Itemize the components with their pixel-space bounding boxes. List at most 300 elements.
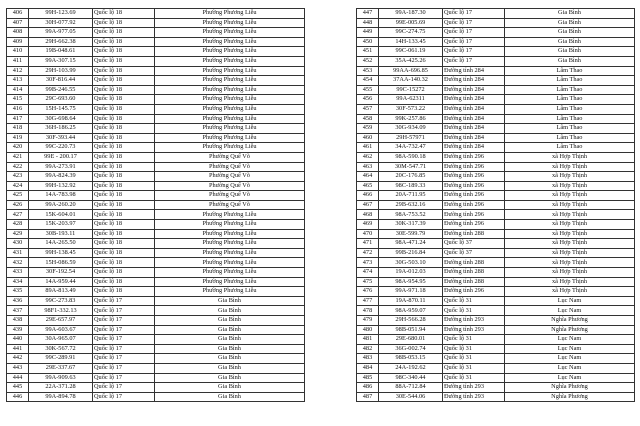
row-number-cell: 430 xyxy=(7,239,29,249)
road-name-cell: Quốc lộ 17 xyxy=(93,383,155,393)
road-name-cell: Đường tỉnh 284 xyxy=(443,133,505,143)
table-row xyxy=(7,143,305,153)
row-number-cell: 407 xyxy=(7,18,29,28)
table-row xyxy=(7,172,305,182)
row-number-cell: 444 xyxy=(7,373,29,383)
row-number-cell: 481 xyxy=(357,335,379,345)
violations-table-left xyxy=(6,8,305,402)
license-plate-cell: 29H-57971 xyxy=(379,133,443,143)
row-number-cell: 482 xyxy=(357,344,379,354)
table-row xyxy=(357,258,635,268)
location-name-cell: xã Hợp Thịnh xyxy=(505,181,635,191)
license-plate-cell: 99A-971.18 xyxy=(379,287,443,297)
location-name-cell: Phường Phương Liễu xyxy=(155,85,305,95)
table-row xyxy=(357,344,635,354)
table-row xyxy=(7,124,305,134)
location-name-cell: Gia Bình xyxy=(505,56,635,66)
location-name-cell: Phường Phương Liễu xyxy=(155,268,305,278)
license-plate-cell: 29C-693.60 xyxy=(29,95,93,105)
row-number-cell: 437 xyxy=(7,306,29,316)
row-number-cell: 449 xyxy=(357,28,379,38)
table-row xyxy=(357,383,635,393)
license-plate-cell: 30A-965.07 xyxy=(29,335,93,345)
location-name-cell: Gia Bình xyxy=(505,9,635,19)
location-name-cell: Lâm Thao xyxy=(505,85,635,95)
location-name-cell: xã Hợp Thịnh xyxy=(505,210,635,220)
table-row xyxy=(7,248,305,258)
table-row xyxy=(7,85,305,95)
location-name-cell: Phường Phương Liễu xyxy=(155,239,305,249)
row-number-cell: 471 xyxy=(357,239,379,249)
row-number-cell: 446 xyxy=(7,392,29,402)
row-number-cell: 422 xyxy=(7,162,29,172)
table-row xyxy=(357,37,635,47)
row-number-cell: 464 xyxy=(357,172,379,182)
road-name-cell: Quốc lộ 17 xyxy=(443,18,505,28)
location-name-cell: Lâm Thao xyxy=(505,133,635,143)
road-name-cell: Quốc lộ 31 xyxy=(443,354,505,364)
location-name-cell: Lâm Thao xyxy=(505,114,635,124)
road-name-cell: Đường tỉnh 296 xyxy=(443,162,505,172)
row-number-cell: 439 xyxy=(7,325,29,335)
location-name-cell: Lục Nam xyxy=(505,335,635,345)
license-plate-cell: 14A-783.98 xyxy=(29,191,93,201)
road-name-cell: Đường tỉnh 284 xyxy=(443,104,505,114)
table-row xyxy=(7,28,305,38)
row-number-cell: 445 xyxy=(7,383,29,393)
location-name-cell: Phường Phương Liễu xyxy=(155,56,305,66)
road-name-cell: Quốc lộ 17 xyxy=(93,325,155,335)
road-name-cell: Đường tỉnh 288 xyxy=(443,229,505,239)
road-name-cell: Quốc lộ 18 xyxy=(93,104,155,114)
license-plate-cell: 14A-959.44 xyxy=(29,277,93,287)
road-name-cell: Đường tỉnh 293 xyxy=(443,316,505,326)
license-plate-cell: 99C-220.73 xyxy=(29,143,93,153)
table-row xyxy=(357,47,635,57)
license-plate-cell: 99C-061.19 xyxy=(379,47,443,57)
location-name-cell: Nghĩa Phương xyxy=(505,383,635,393)
location-name-cell: Phường Phương Liễu xyxy=(155,220,305,230)
license-plate-cell: 30F-393.44 xyxy=(29,133,93,143)
location-name-cell: Phường Phương Liễu xyxy=(155,114,305,124)
row-number-cell: 440 xyxy=(7,335,29,345)
road-name-cell: Quốc lộ 18 xyxy=(93,200,155,210)
road-name-cell: Quốc lộ 18 xyxy=(93,28,155,38)
location-name-cell: Lâm Thao xyxy=(505,143,635,153)
location-name-cell: Gia Bình xyxy=(155,363,305,373)
row-number-cell: 454 xyxy=(357,76,379,86)
row-number-cell: 461 xyxy=(357,143,379,153)
license-plate-cell: 99C-274.75 xyxy=(379,28,443,38)
road-name-cell: Quốc lộ 37 xyxy=(443,239,505,249)
location-name-cell: Phường Quế Võ xyxy=(155,152,305,162)
license-plate-cell: 20C-176.85 xyxy=(379,172,443,182)
location-name-cell: Lâm Thao xyxy=(505,66,635,76)
license-plate-cell: 30G-934.09 xyxy=(379,124,443,134)
license-plate-cell: 30E-599.79 xyxy=(379,229,443,239)
license-plate-cell: 14A-265.50 xyxy=(29,239,93,249)
location-name-cell: Phường Phương Liễu xyxy=(155,277,305,287)
location-name-cell: Gia Bình xyxy=(505,18,635,28)
table-row xyxy=(7,325,305,335)
violations-table-right xyxy=(356,8,635,402)
table-row xyxy=(357,143,635,153)
location-name-cell: xã Hợp Thịnh xyxy=(505,277,635,287)
table-row xyxy=(357,229,635,239)
table-row xyxy=(357,191,635,201)
row-number-cell: 455 xyxy=(357,85,379,95)
row-number-cell: 472 xyxy=(357,248,379,258)
table-row xyxy=(7,392,305,402)
location-name-cell: Gia Bình xyxy=(505,28,635,38)
row-number-cell: 448 xyxy=(357,18,379,28)
table-row xyxy=(7,239,305,249)
license-plate-cell: 99E - 200.17 xyxy=(29,152,93,162)
location-name-cell: Phường Phương Liễu xyxy=(155,9,305,19)
license-plate-cell: 30F-573.22 xyxy=(379,104,443,114)
row-number-cell: 447 xyxy=(357,9,379,19)
table-row xyxy=(7,335,305,345)
road-name-cell: Đường tỉnh 284 xyxy=(443,114,505,124)
table-row xyxy=(357,220,635,230)
road-name-cell: Quốc lộ 18 xyxy=(93,172,155,182)
license-plate-cell: 99A-977.05 xyxy=(29,28,93,38)
location-name-cell: Phường Phương Liễu xyxy=(155,76,305,86)
row-number-cell: 436 xyxy=(7,296,29,306)
road-name-cell: Quốc lộ 18 xyxy=(93,181,155,191)
table-row xyxy=(7,76,305,86)
road-name-cell: Đường tỉnh 288 xyxy=(443,277,505,287)
row-number-cell: 427 xyxy=(7,210,29,220)
license-plate-cell: 15K-604.01 xyxy=(29,210,93,220)
road-name-cell: Quốc lộ 18 xyxy=(93,85,155,95)
road-name-cell: Quốc lộ 18 xyxy=(93,133,155,143)
row-number-cell: 468 xyxy=(357,210,379,220)
location-name-cell: Gia Bình xyxy=(155,392,305,402)
row-number-cell: 487 xyxy=(357,392,379,402)
row-number-cell: 467 xyxy=(357,200,379,210)
row-number-cell: 408 xyxy=(7,28,29,38)
row-number-cell: 418 xyxy=(7,124,29,134)
location-name-cell: Phường Phương Liễu xyxy=(155,133,305,143)
location-name-cell: Phường Phương Liễu xyxy=(155,37,305,47)
location-name-cell: Nghĩa Phương xyxy=(505,392,635,402)
row-number-cell: 451 xyxy=(357,47,379,57)
location-name-cell: Phường Phương Liễu xyxy=(155,28,305,38)
license-plate-cell: 15H-145.75 xyxy=(29,104,93,114)
location-name-cell: Phường Quế Võ xyxy=(155,162,305,172)
road-name-cell: Quốc lộ 18 xyxy=(93,114,155,124)
table-row xyxy=(357,133,635,143)
location-name-cell: Phường Phương Liễu xyxy=(155,66,305,76)
license-plate-cell: 30E-544.06 xyxy=(379,392,443,402)
row-number-cell: 459 xyxy=(357,124,379,134)
road-name-cell: Đường tỉnh 288 xyxy=(443,258,505,268)
row-number-cell: 426 xyxy=(7,200,29,210)
row-number-cell: 433 xyxy=(7,268,29,278)
row-number-cell: 416 xyxy=(7,104,29,114)
row-number-cell: 486 xyxy=(357,383,379,393)
road-name-cell: Quốc lộ 18 xyxy=(93,76,155,86)
license-plate-cell: 29E-337.67 xyxy=(29,363,93,373)
row-number-cell: 423 xyxy=(7,172,29,182)
table-row xyxy=(357,124,635,134)
road-name-cell: Quốc lộ 17 xyxy=(93,296,155,306)
table-row xyxy=(357,172,635,182)
table-row xyxy=(357,181,635,191)
row-number-cell: 419 xyxy=(7,133,29,143)
license-plate-cell: 15K-203.97 xyxy=(29,220,93,230)
license-plate-cell: 30B-193.11 xyxy=(29,229,93,239)
location-name-cell: Lục Nam xyxy=(505,373,635,383)
row-number-cell: 413 xyxy=(7,76,29,86)
license-plate-cell: 99A-307.15 xyxy=(29,56,93,66)
row-number-cell: 462 xyxy=(357,152,379,162)
license-plate-cell: 29H-662.38 xyxy=(29,37,93,47)
road-name-cell: Quốc lộ 18 xyxy=(93,162,155,172)
road-name-cell: Quốc lộ 17 xyxy=(93,344,155,354)
road-name-cell: Quốc lộ 17 xyxy=(93,316,155,326)
row-number-cell: 424 xyxy=(7,181,29,191)
row-number-cell: 452 xyxy=(357,56,379,66)
location-name-cell: Nghĩa Phương xyxy=(505,316,635,326)
license-plate-cell: 29E-657.97 xyxy=(29,316,93,326)
license-plate-cell: 29B-632.16 xyxy=(379,200,443,210)
table-row xyxy=(7,220,305,230)
location-name-cell: xã Hợp Thịnh xyxy=(505,239,635,249)
location-name-cell: Phường Quế Võ xyxy=(155,172,305,182)
table-body-right xyxy=(357,9,635,402)
license-plate-cell: 98F1-332.13 xyxy=(29,306,93,316)
location-name-cell: Phường Phương Liễu xyxy=(155,287,305,297)
table-row xyxy=(7,296,305,306)
row-number-cell: 412 xyxy=(7,66,29,76)
road-name-cell: Quốc lộ 17 xyxy=(93,363,155,373)
license-plate-cell: 99A-273.91 xyxy=(29,162,93,172)
license-plate-cell: 99A-894.78 xyxy=(29,392,93,402)
road-name-cell: Quốc lộ 18 xyxy=(93,143,155,153)
table-row xyxy=(7,268,305,278)
table-row xyxy=(7,95,305,105)
road-name-cell: Quốc lộ 17 xyxy=(443,37,505,47)
license-plate-cell: 98A-959.07 xyxy=(379,306,443,316)
row-number-cell: 410 xyxy=(7,47,29,57)
road-name-cell: Quốc lộ 18 xyxy=(93,47,155,57)
row-number-cell: 478 xyxy=(357,306,379,316)
table-row xyxy=(7,306,305,316)
location-name-cell: Phường Phương Liễu xyxy=(155,258,305,268)
road-name-cell: Đường tỉnh 296 xyxy=(443,181,505,191)
road-name-cell: Quốc lộ 18 xyxy=(93,56,155,66)
row-number-cell: 429 xyxy=(7,229,29,239)
table-row xyxy=(7,229,305,239)
row-number-cell: 477 xyxy=(357,296,379,306)
table-row xyxy=(357,66,635,76)
license-plate-cell: 29H-103.99 xyxy=(29,66,93,76)
license-plate-cell: 98A-471.24 xyxy=(379,239,443,249)
license-plate-cell: 30G-503.10 xyxy=(379,258,443,268)
road-name-cell: Đường tỉnh 284 xyxy=(443,143,505,153)
location-name-cell: xã Hợp Thịnh xyxy=(505,152,635,162)
road-name-cell: Quốc lộ 31 xyxy=(443,373,505,383)
license-plate-cell: 14H-133.45 xyxy=(379,37,443,47)
row-number-cell: 469 xyxy=(357,220,379,230)
row-number-cell: 442 xyxy=(7,354,29,364)
license-plate-cell: 88A-712.84 xyxy=(379,383,443,393)
road-name-cell: Quốc lộ 17 xyxy=(443,9,505,19)
license-plate-cell: 99C-273.83 xyxy=(29,296,93,306)
road-name-cell: Quốc lộ 17 xyxy=(443,47,505,57)
row-number-cell: 443 xyxy=(7,363,29,373)
road-name-cell: Đường tỉnh 284 xyxy=(443,85,505,95)
location-name-cell: Lục Nam xyxy=(505,306,635,316)
location-name-cell: Phường Phương Liễu xyxy=(155,229,305,239)
row-number-cell: 431 xyxy=(7,248,29,258)
license-plate-cell: 30K-317.39 xyxy=(379,220,443,230)
table-row xyxy=(7,9,305,19)
road-name-cell: Đường tỉnh 293 xyxy=(443,392,505,402)
license-plate-cell: 99H-123.69 xyxy=(29,9,93,19)
license-plate-cell: 99A-824.39 xyxy=(29,172,93,182)
table-row xyxy=(7,152,305,162)
table-row xyxy=(357,28,635,38)
road-name-cell: Quốc lộ 18 xyxy=(93,95,155,105)
license-plate-cell: 99H-138.45 xyxy=(29,248,93,258)
table-row xyxy=(7,210,305,220)
road-name-cell: Đường tỉnh 296 xyxy=(443,200,505,210)
road-name-cell: Quốc lộ 18 xyxy=(93,258,155,268)
road-name-cell: Đường tỉnh 296 xyxy=(443,172,505,182)
table-row xyxy=(357,114,635,124)
table-row xyxy=(357,277,635,287)
road-name-cell: Quốc lộ 18 xyxy=(93,248,155,258)
row-number-cell: 457 xyxy=(357,104,379,114)
location-name-cell: Phường Phương Liễu xyxy=(155,47,305,57)
road-name-cell: Quốc lộ 18 xyxy=(93,66,155,76)
road-name-cell: Quốc lộ 31 xyxy=(443,296,505,306)
road-name-cell: Đường tỉnh 293 xyxy=(443,325,505,335)
road-name-cell: Quốc lộ 17 xyxy=(93,354,155,364)
license-plate-cell: 99K-257.86 xyxy=(379,114,443,124)
road-name-cell: Đường tỉnh 288 xyxy=(443,268,505,278)
road-name-cell: Quốc lộ 17 xyxy=(93,373,155,383)
location-name-cell: Phường Phương Liễu xyxy=(155,143,305,153)
row-number-cell: 480 xyxy=(357,325,379,335)
road-name-cell: Quốc lộ 31 xyxy=(443,344,505,354)
location-name-cell: Gia Bình xyxy=(155,316,305,326)
road-name-cell: Quốc lộ 17 xyxy=(443,28,505,38)
table-row xyxy=(357,354,635,364)
table-row xyxy=(357,248,635,258)
row-number-cell: 479 xyxy=(357,316,379,326)
road-name-cell: Đường tỉnh 284 xyxy=(443,124,505,134)
table-row xyxy=(357,335,635,345)
road-name-cell: Đường tỉnh 284 xyxy=(443,66,505,76)
license-plate-cell: 99A-62311 xyxy=(379,95,443,105)
road-name-cell: Quốc lộ 17 xyxy=(93,335,155,345)
road-name-cell: Quốc lộ 37 xyxy=(443,248,505,258)
row-number-cell: 475 xyxy=(357,277,379,287)
license-plate-cell: 99H-132.92 xyxy=(29,181,93,191)
license-plate-cell: 99E-005.69 xyxy=(379,18,443,28)
license-plate-cell: 99B-246.55 xyxy=(29,85,93,95)
license-plate-cell: 99A-187.30 xyxy=(379,9,443,19)
row-number-cell: 470 xyxy=(357,229,379,239)
row-number-cell: 414 xyxy=(7,85,29,95)
road-name-cell: Đường tỉnh 296 xyxy=(443,191,505,201)
location-name-cell: Phường Phương Liễu xyxy=(155,210,305,220)
location-name-cell: Lục Nam xyxy=(505,344,635,354)
table-row xyxy=(357,104,635,114)
row-number-cell: 417 xyxy=(7,114,29,124)
license-plate-cell: 29H-566.28 xyxy=(379,316,443,326)
location-name-cell: xã Hợp Thịnh xyxy=(505,191,635,201)
location-name-cell: Gia Bình xyxy=(155,344,305,354)
location-name-cell: Phường Phương Liễu xyxy=(155,124,305,134)
location-name-cell: Gia Bình xyxy=(155,383,305,393)
location-name-cell: Phường Quế Võ xyxy=(155,181,305,191)
license-plate-cell: 99B-216.84 xyxy=(379,248,443,258)
table-row xyxy=(357,268,635,278)
road-name-cell: Đường tỉnh 296 xyxy=(443,152,505,162)
road-name-cell: Quốc lộ 18 xyxy=(93,152,155,162)
row-number-cell: 473 xyxy=(357,258,379,268)
license-plate-cell: 19A-012.03 xyxy=(379,268,443,278)
table-row xyxy=(357,316,635,326)
table-row xyxy=(357,373,635,383)
table-row xyxy=(7,258,305,268)
row-number-cell: 409 xyxy=(7,37,29,47)
road-name-cell: Đường tỉnh 293 xyxy=(443,383,505,393)
table-row xyxy=(357,56,635,66)
location-name-cell: Lục Nam xyxy=(505,363,635,373)
location-name-cell: Gia Bình xyxy=(505,47,635,57)
license-plate-cell: 30K-567.72 xyxy=(29,344,93,354)
road-name-cell: Quốc lộ 18 xyxy=(93,229,155,239)
row-number-cell: 460 xyxy=(357,133,379,143)
table-row xyxy=(357,200,635,210)
table-row xyxy=(7,383,305,393)
location-name-cell: Phường Phương Liễu xyxy=(155,18,305,28)
row-number-cell: 435 xyxy=(7,287,29,297)
table-row xyxy=(7,354,305,364)
row-number-cell: 438 xyxy=(7,316,29,326)
license-plate-cell: 34A-732.47 xyxy=(379,143,443,153)
license-plate-cell: 98C-189.33 xyxy=(379,181,443,191)
row-number-cell: 421 xyxy=(7,152,29,162)
location-name-cell: Phường Quế Võ xyxy=(155,200,305,210)
table-row xyxy=(357,363,635,373)
table-row xyxy=(357,18,635,28)
location-name-cell: xã Hợp Thịnh xyxy=(505,220,635,230)
table-row xyxy=(7,191,305,201)
location-name-cell: Phường Phương Liễu xyxy=(155,104,305,114)
location-name-cell: Gia Bình xyxy=(155,373,305,383)
location-name-cell: Gia Bình xyxy=(155,306,305,316)
license-plate-cell: 36H-186.25 xyxy=(29,124,93,134)
row-number-cell: 425 xyxy=(7,191,29,201)
license-plate-cell: 99A-909.63 xyxy=(29,373,93,383)
road-name-cell: Đường tỉnh 284 xyxy=(443,76,505,86)
row-number-cell: 476 xyxy=(357,287,379,297)
table-row xyxy=(357,296,635,306)
row-number-cell: 465 xyxy=(357,181,379,191)
table-row xyxy=(7,316,305,326)
road-name-cell: Quốc lộ 18 xyxy=(93,37,155,47)
table-row xyxy=(7,277,305,287)
table-row xyxy=(7,37,305,47)
location-name-cell: Phường Quế Võ xyxy=(155,191,305,201)
